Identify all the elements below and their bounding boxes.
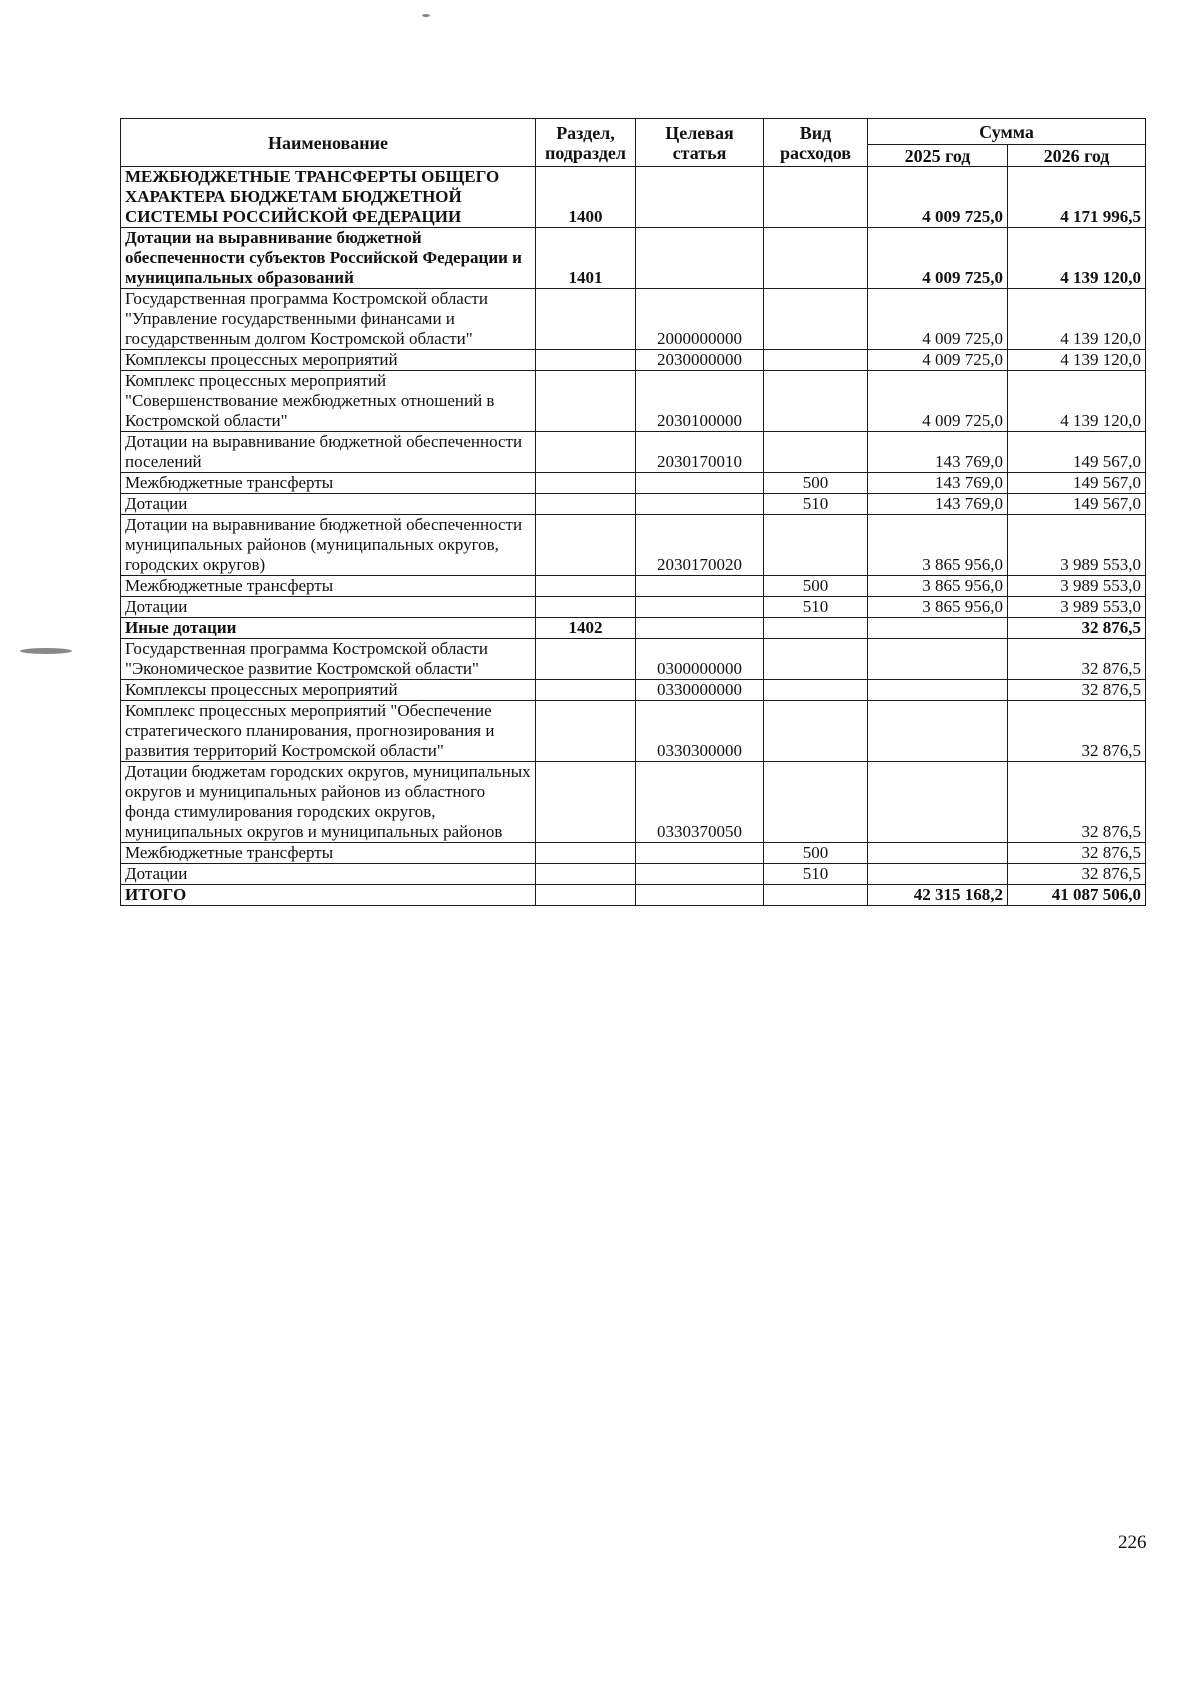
cell-year-2026: 32 876,5 [1008,680,1146,701]
cell-target [636,864,764,885]
table-row [121,167,1146,228]
cell-year-2026: 32 876,5 [1008,843,1146,864]
cell-year-2026: 41 087 506,0 [1008,885,1146,906]
cell-year-2025 [868,618,1008,639]
cell-expense [764,618,868,639]
cell-expense [764,680,868,701]
cell-target [636,473,764,494]
cell-name: Межбюджетные трансферты [121,576,536,597]
cell-name: МЕЖБЮДЖЕТНЫЕ ТРАНСФЕРТЫ ОБЩЕГО ХАРАКТЕРА БЮДЖЕТАМ БЮДЖЕТНОЙ СИСТЕМЫ РОССИЙСКОЙ ФЕДЕРАЦИИ [121,167,536,228]
cell-section [536,762,636,843]
cell-year-2025 [868,864,1008,885]
cell-section [536,864,636,885]
cell-year-2026: 4 139 120,0 [1008,350,1146,371]
cell-section [536,597,636,618]
budget-table [120,118,1146,906]
table-row [121,618,1146,639]
header-sum: Сумма [868,119,1146,145]
cell-target: 2030170020 [636,515,764,576]
cell-name: Комплекс процессных мероприятий "Обеспечение стратегического планирования, прогнозирования и развития территорий Костромской области" [121,701,536,762]
cell-name: Дотации бюджетам городских округов, муниципальных округов и муниципальных районов из областного фонда стимулирования городских округов, муниципальных округов и муниципальных районов [121,762,536,843]
cell-target: 0330300000 [636,701,764,762]
header-target: Целевая статья [636,119,764,167]
cell-section [536,289,636,350]
cell-section [536,885,636,906]
table-row [121,864,1146,885]
cell-year-2025 [868,843,1008,864]
cell-section [536,371,636,432]
cell-section [536,843,636,864]
cell-name: Комплекс процессных мероприятий "Совершенствование межбюджетных отношений в Костромской области" [121,371,536,432]
cell-name: Государственная программа Костромской области "Управление государственными финансами и государственным долгом Костромской области" [121,289,536,350]
cell-section [536,701,636,762]
table-row [121,597,1146,618]
cell-year-2026: 32 876,5 [1008,701,1146,762]
table-row [121,371,1146,432]
cell-name: Дотации на выравнивание бюджетной обеспеченности субъектов Российской Федерации и муниципальных образований [121,228,536,289]
cell-expense [764,371,868,432]
page-number: 226 [1118,1532,1147,1553]
cell-expense: 510 [764,864,868,885]
cell-target [636,885,764,906]
cell-target [636,597,764,618]
cell-expense: 500 [764,473,868,494]
cell-section [536,639,636,680]
table-row [121,432,1146,473]
cell-year-2025: 143 769,0 [868,494,1008,515]
cell-target: 0330370050 [636,762,764,843]
cell-target: 2030100000 [636,371,764,432]
cell-expense [764,228,868,289]
table-row [121,494,1146,515]
cell-year-2025: 3 865 956,0 [868,597,1008,618]
cell-target: 2000000000 [636,289,764,350]
scan-speck [422,14,430,17]
cell-year-2026: 149 567,0 [1008,432,1146,473]
cell-expense [764,350,868,371]
cell-year-2026: 3 989 553,0 [1008,515,1146,576]
table-row [121,473,1146,494]
cell-section: 1400 [536,167,636,228]
cell-name: Комплексы процессных мероприятий [121,680,536,701]
cell-name: Комплексы процессных мероприятий [121,350,536,371]
cell-target [636,576,764,597]
cell-year-2025: 4 009 725,0 [868,289,1008,350]
table-row [121,843,1146,864]
cell-target: 2030000000 [636,350,764,371]
cell-year-2025: 3 865 956,0 [868,576,1008,597]
cell-year-2026: 32 876,5 [1008,864,1146,885]
table-row [121,701,1146,762]
cell-expense [764,289,868,350]
cell-section [536,515,636,576]
cell-expense [764,701,868,762]
cell-expense [764,639,868,680]
table-row [121,762,1146,843]
cell-expense: 510 [764,494,868,515]
cell-expense: 500 [764,843,868,864]
cell-target [636,228,764,289]
cell-name: Дотации на выравнивание бюджетной обеспеченности поселений [121,432,536,473]
cell-section [536,680,636,701]
table-row [121,228,1146,289]
cell-section [536,494,636,515]
cell-name: ИТОГО [121,885,536,906]
cell-year-2025: 3 865 956,0 [868,515,1008,576]
header-expense: Вид расходов [764,119,868,167]
cell-target [636,167,764,228]
cell-expense [764,762,868,843]
cell-name: Государственная программа Костромской области "Экономическое развитие Костромской области" [121,639,536,680]
cell-section [536,432,636,473]
scan-speck [20,648,72,654]
cell-year-2025 [868,639,1008,680]
table-row [121,515,1146,576]
header-name: Наименование [121,119,536,167]
cell-year-2026: 4 139 120,0 [1008,371,1146,432]
cell-year-2026: 4 139 120,0 [1008,228,1146,289]
cell-year-2025 [868,762,1008,843]
table-body [121,167,1146,906]
cell-year-2026: 149 567,0 [1008,473,1146,494]
cell-section [536,473,636,494]
cell-year-2026: 32 876,5 [1008,618,1146,639]
cell-year-2026: 149 567,0 [1008,494,1146,515]
cell-year-2026: 3 989 553,0 [1008,597,1146,618]
cell-expense: 510 [764,597,868,618]
cell-target [636,618,764,639]
cell-target: 0330000000 [636,680,764,701]
cell-year-2025: 4 009 725,0 [868,350,1008,371]
table-row [121,639,1146,680]
cell-expense [764,515,868,576]
cell-section: 1402 [536,618,636,639]
cell-target [636,843,764,864]
cell-expense [764,432,868,473]
table-row [121,885,1146,906]
cell-year-2026: 4 139 120,0 [1008,289,1146,350]
cell-year-2025: 143 769,0 [868,432,1008,473]
cell-year-2025 [868,701,1008,762]
cell-year-2025: 143 769,0 [868,473,1008,494]
cell-section: 1401 [536,228,636,289]
cell-expense: 500 [764,576,868,597]
table-row [121,680,1146,701]
header-year-2026: 2026 год [1008,145,1146,167]
cell-section [536,576,636,597]
cell-year-2026: 32 876,5 [1008,762,1146,843]
cell-year-2026: 3 989 553,0 [1008,576,1146,597]
cell-name: Межбюджетные трансферты [121,473,536,494]
cell-year-2025: 42 315 168,2 [868,885,1008,906]
cell-year-2025: 4 009 725,0 [868,228,1008,289]
cell-name: Дотации [121,864,536,885]
cell-year-2025: 4 009 725,0 [868,371,1008,432]
table-row [121,289,1146,350]
cell-name: Межбюджетные трансферты [121,843,536,864]
cell-target: 0300000000 [636,639,764,680]
cell-name: Дотации [121,494,536,515]
cell-target [636,494,764,515]
cell-expense [764,167,868,228]
cell-section [536,350,636,371]
cell-name: Иные дотации [121,618,536,639]
table-row [121,350,1146,371]
cell-year-2026: 4 171 996,5 [1008,167,1146,228]
cell-target: 2030170010 [636,432,764,473]
cell-year-2026: 32 876,5 [1008,639,1146,680]
header-section: Раздел, подраздел [536,119,636,167]
cell-expense [764,885,868,906]
header-year-2025: 2025 год [868,145,1008,167]
cell-name: Дотации на выравнивание бюджетной обеспеченности муниципальных районов (муниципальных округов, городских округов) [121,515,536,576]
cell-year-2025: 4 009 725,0 [868,167,1008,228]
cell-year-2025 [868,680,1008,701]
cell-name: Дотации [121,597,536,618]
table-row [121,576,1146,597]
